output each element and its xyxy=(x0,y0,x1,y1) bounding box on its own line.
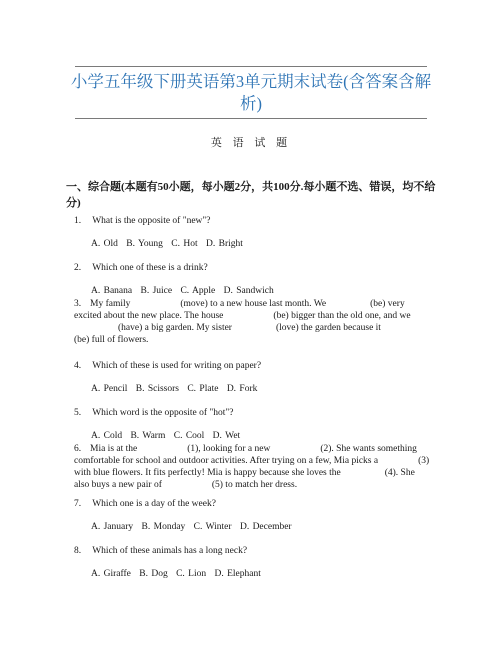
option-d: D. Wet xyxy=(212,431,241,441)
option-c: C. Hot xyxy=(171,239,198,249)
question-text: Which one of these is a drink? xyxy=(92,263,208,273)
option-c: C. Lion xyxy=(176,569,207,579)
option-a: A. Pencil xyxy=(91,384,128,394)
option-d: D. Fork xyxy=(226,384,258,394)
question-8 xyxy=(74,545,434,557)
option-c: C. Winter xyxy=(193,522,232,532)
question-number: 2. xyxy=(74,263,82,273)
option-b: B. Scissors xyxy=(135,384,179,394)
question-number: 8. xyxy=(74,546,82,556)
question-1 xyxy=(74,215,434,227)
option-c: C. Cool xyxy=(173,431,205,441)
option-d: D. December xyxy=(239,522,292,532)
question-text-segment: (have) a big garden. My sister xyxy=(118,323,232,333)
option-a: A. Old xyxy=(91,239,118,249)
question-number: 1. xyxy=(74,216,82,226)
question-text: Which of these animals has a long neck? xyxy=(92,546,248,556)
option-a: A. Cold xyxy=(91,431,123,441)
question-4 xyxy=(74,360,434,372)
question-text: What is the opposite of "new"? xyxy=(92,216,211,226)
question-number: 6. xyxy=(74,444,82,454)
option-c: C. Apple xyxy=(180,286,216,296)
question-text-segment: (love) the garden because it xyxy=(275,323,381,333)
question-text-segment: (5) to match her dress. xyxy=(211,480,298,490)
option-c: C. Plate xyxy=(187,384,219,394)
question-6 xyxy=(74,443,432,491)
question-8-options xyxy=(91,568,266,580)
question-text-segment: (2). She wants something comfortable for school and outdoor activities. After trying on a few, Mia picks a xyxy=(74,444,417,466)
option-b: B. Warm xyxy=(130,431,166,441)
question-text-segment: (be) bigger than the old one, and we xyxy=(273,311,411,321)
option-d: D. Bright xyxy=(206,239,243,249)
section-heading: 一、综合题(本题有50小题，每小题2分，共100分.每小题不选、错误，均不给分) xyxy=(66,181,436,209)
question-1-options xyxy=(91,238,248,250)
question-text-segment: Mia is at the xyxy=(90,444,138,454)
question-2-options xyxy=(91,285,279,297)
page-title: 小学五年级下册英语第3单元期末试卷(含答案含解析) xyxy=(70,72,432,113)
question-number: 7. xyxy=(74,499,82,509)
question-4-options xyxy=(91,383,262,395)
option-a: A. Banana xyxy=(91,286,133,296)
question-text: Which of these is used for writing on paper? xyxy=(92,361,262,371)
option-a: A. Giraffe xyxy=(91,569,131,579)
title-bottom-rule xyxy=(75,118,427,119)
question-number: 3. xyxy=(74,299,82,309)
option-b: B. Juice xyxy=(140,286,173,296)
question-text-segment: (be) full of flowers. xyxy=(74,335,149,345)
question-text-segment: My family xyxy=(90,299,131,309)
question-text-segment: (1), looking for a new xyxy=(187,444,271,454)
option-b: B. Monday xyxy=(141,522,186,532)
question-7 xyxy=(74,498,434,510)
question-text: Which one is a day of the week? xyxy=(92,499,216,509)
question-text-segment: (move) to a new house last month. We xyxy=(180,299,327,309)
question-2 xyxy=(74,262,434,274)
title-top-rule xyxy=(75,66,427,67)
question-3 xyxy=(74,298,432,346)
question-text-segment: (3) with blue flowers. It fits perfectly! Mia is happy because she loves the xyxy=(74,456,430,478)
question-number: 4. xyxy=(74,361,82,371)
option-b: B. Young xyxy=(126,239,163,249)
option-a: A. January xyxy=(91,522,134,532)
option-d: D. Sandwich xyxy=(223,286,274,296)
question-text-segment: (4). She also buys a new pair of xyxy=(74,468,415,490)
question-number: 5. xyxy=(74,408,82,418)
page-subtitle: 英 语 试 题 xyxy=(210,137,292,149)
option-b: B. Dog xyxy=(139,569,168,579)
question-5 xyxy=(74,407,434,419)
question-text-segment: (be) very excited about the new place. The house xyxy=(74,299,405,321)
question-7-options xyxy=(91,521,297,533)
option-d: D. Elephant xyxy=(214,569,261,579)
question-text: Which word is the opposite of "hot"? xyxy=(92,408,234,418)
question-5-options xyxy=(91,430,245,442)
